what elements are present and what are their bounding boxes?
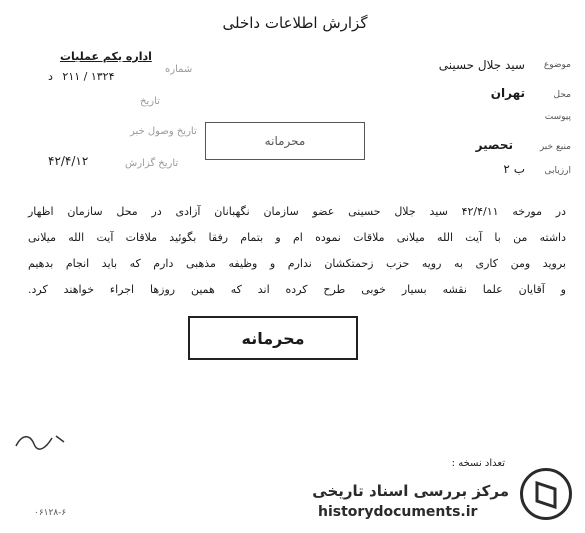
report-date-label: تاریخ گزارش [125,158,179,169]
body-line-1: در مورخه ۴۲/۴/۱۱ سید جلال حسینی عضو سازمان نگهبانان آزادی در محل سازمان اظهار [28,205,566,218]
date-label: تاریخ [140,96,160,107]
file-number: ۰۶۱۲۸-۶ [34,508,67,518]
header-stamp: محرمانه [205,122,365,160]
watermark-url: historydocuments.ir [318,504,478,520]
report-date-value: ۴۲/۴/۱۲ [48,154,89,168]
document-number [48,70,114,83]
received-date-label: تاریخ وصول خبر [130,126,197,137]
source-label: منبع خبر [539,142,571,152]
watermark-title: مرکز بررسی اسناد تاریخی [312,482,509,500]
evaluation-label: ارزیابی [544,166,571,176]
body-line-3: بروید ومن کاری به رویه حزب زحمتکشان ندارم و وظیفه مذهبی دارم که باید انجام بدهیم [28,257,566,270]
body-line-4: و آقایان علما نقشه بسیار خوبی طرح کرده اند که همین روزها اجراء خواهند کرد. [28,283,566,296]
annex-label: پیوست [544,112,571,122]
body-line-2: داشته من با آیت الله میلانی ملاقات نموده ام و بتمام رفقا بگوئید ملاقات آیت الله میلانی [28,231,566,244]
place-value: تهران [490,86,525,100]
signature [12,428,72,457]
document-title: گزارش اطلاعات داخلی [222,14,368,32]
history-documents-logo-icon [520,468,572,520]
document-number-value: ۱۳۲۴ / ۲۱۱ [62,70,115,83]
subject-value: سید جلال حسینی [438,58,525,72]
department-name: اداره یکم عملیات [60,50,152,63]
number-label: شماره [165,64,193,75]
confidential-stamp: محرمانه [188,316,358,360]
evaluation-value: ب ۲ [503,162,525,176]
subject-label: موضوع [543,60,571,70]
place-label: محل [553,90,571,100]
source-value: تحصیر [475,138,513,152]
document-number-suffix: د [48,70,53,83]
copies-label: تعداد نسخه : [451,458,505,469]
